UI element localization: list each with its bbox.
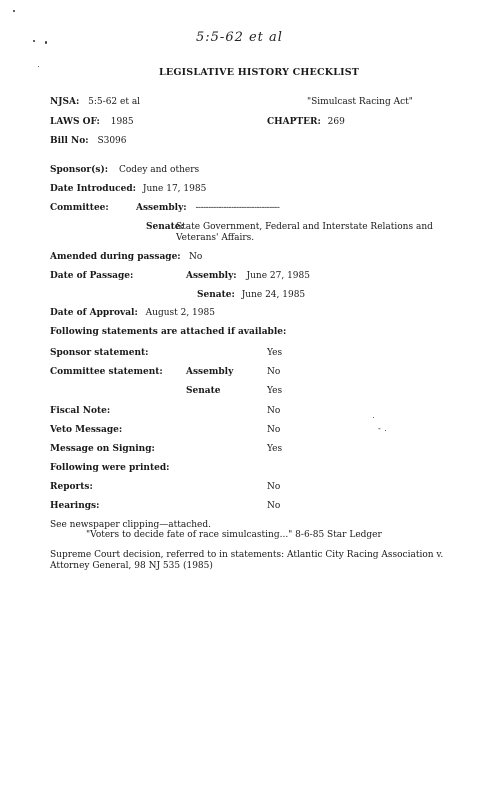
scan-mark: - [378, 424, 381, 433]
passage-senate-row [197, 290, 305, 300]
date-of-passage-label: Date of Passage: [50, 271, 134, 281]
scan-speck [33, 40, 35, 42]
passage-assembly-label: Assembly: [186, 271, 237, 281]
committee-statement-senate-label: Senate [186, 386, 221, 396]
bill-no-value: S3096 [97, 136, 127, 146]
attached-heading: Following statements are attached if available: [50, 327, 287, 337]
date-introduced-label: Date Introduced: [50, 184, 136, 194]
committee-label: Committee: [50, 203, 109, 213]
committee-statement-label: Committee statement: [50, 367, 163, 377]
date-introduced-value: June 17, 1985 [142, 184, 207, 194]
scan-speck [385, 430, 386, 431]
amended-label: Amended during passage: [50, 252, 181, 262]
committee-assembly-label: Assembly: [136, 203, 187, 213]
passage-assembly-row [186, 271, 310, 281]
committee-statement-assembly-label: Assembly [186, 367, 234, 377]
court-decision-line2: Attorney General, 98 NJ 535 (1985) [50, 561, 213, 571]
chapter-row [267, 117, 345, 127]
date-introduced-row [50, 184, 206, 194]
sponsor-row [50, 165, 199, 175]
veto-message-label: Veto Message: [50, 425, 123, 435]
bill-no-row [50, 136, 127, 146]
newspaper-note: See newspaper clipping—attached. [50, 520, 212, 530]
court-decision-line1: Supreme Court decision, referred to in statements: Atlantic City Racing Association v. [50, 550, 444, 560]
sponsor-value: Codey and others [118, 165, 200, 175]
fiscal-note-label: Fiscal Note: [50, 406, 111, 416]
committee-statement-senate-value: Yes [267, 386, 283, 396]
reports-value: No [267, 482, 281, 492]
page-title: LEGISLATIVE HISTORY CHECKLIST [159, 67, 360, 78]
act-name: "Simulcast Racing Act" [307, 97, 413, 107]
laws-of-value: 1985 [110, 117, 134, 127]
njsa-label: NJSA: [50, 97, 80, 107]
message-on-signing-value: Yes [267, 444, 283, 454]
fiscal-note-value: No [267, 406, 281, 416]
scan-speck [45, 41, 47, 44]
passage-assembly-value: June 27, 1985 [246, 271, 310, 281]
hearings-label: Hearings: [50, 501, 100, 511]
message-on-signing-label: Message on Signing: [50, 444, 155, 454]
passage-senate-label: Senate: [197, 290, 235, 300]
laws-of-row [50, 117, 134, 127]
passage-senate-value: June 24, 1985 [241, 290, 306, 300]
amended-value: No [189, 252, 203, 262]
laws-of-label: LAWS OF: [50, 117, 100, 127]
scan-speck [13, 10, 15, 12]
scan-speck [38, 66, 39, 67]
hearings-value: No [267, 501, 281, 511]
committee-statement-assembly-value: No [267, 367, 281, 377]
committee-senate-value-line1: State Government, Federal and Interstate Relations and [176, 222, 433, 232]
sponsor-label: Sponsor(s): [50, 165, 109, 175]
printed-heading: Following were printed: [50, 463, 170, 473]
committee-senate-label: Senate: [146, 222, 184, 232]
chapter-label: CHAPTER: [267, 117, 321, 127]
chapter-value: 269 [327, 117, 345, 127]
date-of-approval-row [50, 308, 215, 318]
date-of-approval-value: August 2, 1985 [145, 308, 215, 318]
njsa-value: 5:5-62 et al [88, 97, 141, 107]
bill-no-label: Bill No: [50, 136, 89, 146]
sponsor-statement-label: Sponsor statement: [50, 348, 149, 358]
handwritten-note: 5:5-62 et al [196, 30, 283, 45]
committee-assembly-row [136, 203, 279, 213]
reports-label: Reports: [50, 482, 93, 492]
committee-senate-value-line2: Veterans' Affairs. [176, 233, 255, 243]
njsa-row [50, 97, 140, 107]
date-of-approval-label: Date of Approval: [50, 308, 138, 318]
sponsor-statement-value: Yes [267, 348, 283, 358]
committee-assembly-value: --------------------------------- [195, 203, 280, 213]
newspaper-clipping-title: "Voters to decide fate of race simulcasting..." 8-6-85 Star Ledger [86, 530, 382, 540]
scan-speck [373, 417, 374, 418]
veto-message-value: No [267, 425, 281, 435]
